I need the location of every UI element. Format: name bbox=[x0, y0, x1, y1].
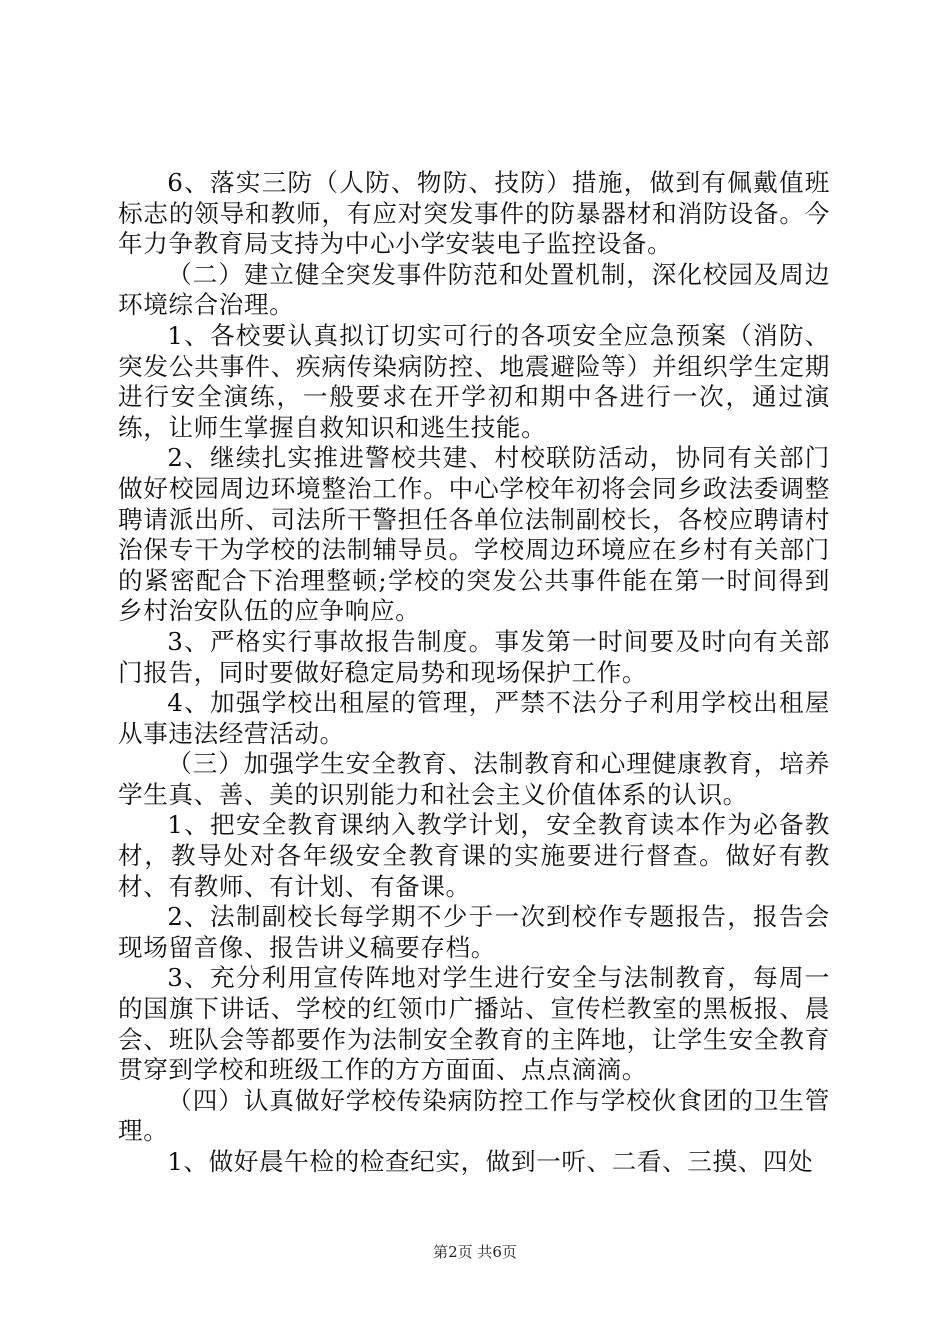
section-heading: （三）加强学生安全教育、法制教育和心理健康教育，培养学生真、善、美的识别能力和社会主义价值体系的认识。 bbox=[118, 749, 830, 809]
paragraph: 3、充分利用宣传阵地对学生进行安全与法制教育，每周一的国旗下讲话、学校的红领巾广播站、宣传栏教室的黑板报、晨会、班队会等都要作为法制安全教育的主阵地，让学生安全教育贯穿到学校和班级工作的方方面面、点点滴滴。 bbox=[118, 963, 830, 1085]
paragraph: 2、法制副校长每学期不少于一次到校作专题报告，报告会现场留音像、报告讲义稿要存档。 bbox=[118, 902, 830, 962]
section-heading: （二）建立健全突发事件防范和处置机制，深化校园及周边环境综合治理。 bbox=[118, 259, 830, 320]
paragraph: 2、继续扎实推进警校共建、村校联防活动，协同有关部门做好校园周边环境整治工作。中心学校年初将会同乡政法委调整聘请派出所、司法所干警担任各单位法制副校长，各校应聘请村治保专干为学校的法制辅导员。学校周边环境应在乡村有关部门的紧密配合下治理整顿;学校的突发公共事件能在第一时间得到乡村治安队伍的应争响应。 bbox=[118, 443, 830, 626]
paragraph: 6、落实三防（人防、物防、技防）措施，做到有佩戴值班标志的领导和教师，有应对突发事件的防暴器材和消防设备。今年力争教育局支持为中心小学安装电子监控设备。 bbox=[118, 168, 830, 259]
paragraph: 1、把安全教育课纳入教学计划，安全教育读本作为必备教材，教导处对各年级安全教育课的实施要进行督查。做好有教材、有教师、有计划、有备课。 bbox=[118, 810, 830, 901]
paragraph: 3、严格实行事故报告制度。事发第一时间要及时向有关部门报告，同时要做好稳定局势和现场保护工作。 bbox=[118, 626, 830, 687]
paragraph: 1、各校要认真拟订切实可行的各项安全应急预案（消防、突发公共事件、疾病传染病防控、地震避险等）并组织学生定期进行安全演练，一般要求在开学初和期中各进行一次，通过演练，让师生掌握自救知识和逃生技能。 bbox=[118, 320, 830, 442]
document-body bbox=[118, 168, 830, 1178]
page-number-footer: 第2页 共6页 bbox=[433, 1243, 517, 1261]
paragraph: 1、做好晨午检的检查纪实，做到一听、二看、三摸、四处 bbox=[167, 1147, 814, 1176]
paragraph: 4、加强学校出租屋的管理，严禁不法分子利用学校出租屋从事违法经营活动。 bbox=[118, 688, 830, 748]
section-heading: （四）认真做好学校传染病防控工作与学校伙食团的卫生管理。 bbox=[118, 1085, 830, 1146]
